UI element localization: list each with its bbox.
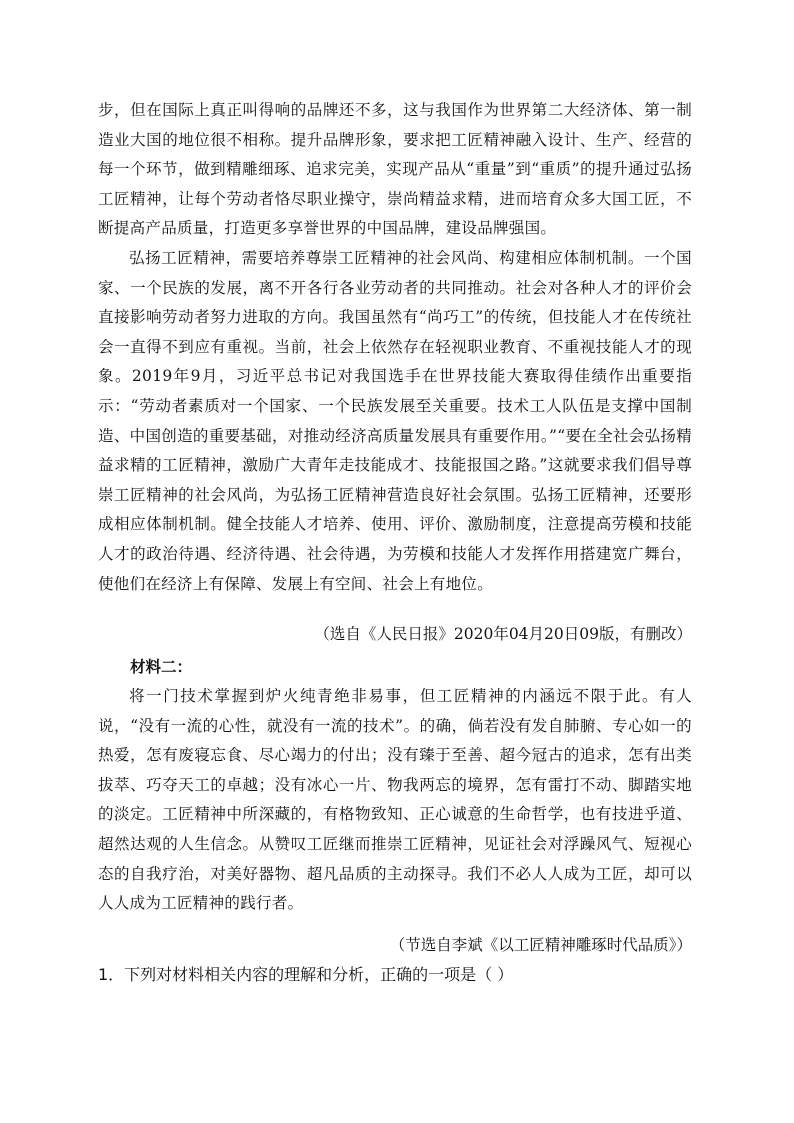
paragraph-social-culture: 弘扬工匠精神，需要培养尊崇工匠精神的社会风尚、构建相应体制机制。一个国家、一个民族的发展，离不开各行各业劳动者的共同推动。社会对各种人才的评价会直接影响劳动者努力进取的方向。我国虽然有“尚巧工”的传统，但技能人才在传统社会一直得不到应有重视。当前，社会上依然存在轻视职业教育、不重视技能人才的现象。2019年9月，习近平总书记对我国选手在世界技能大赛取得佳绩作出重要指示：“劳动者素质对一个国家、一个民族发展至关重要。技术工人队伍是支撑中国制造、中国创造的重要基础，对推动经济高质量发展具有重要作用。”“要在全社会弘扬精益求精的工匠精神，激励广大青年走技能成才、技能报国之路。”这就要求我们倡导尊崇工匠精神的社会风尚，为弘扬工匠精神营造良好社会氛围。弘扬工匠精神，还要形成相应体制机制。健全技能人才培养、使用、评价、激励制度，注意提高劳模和技能人才的政治待遇、经济待遇、社会待遇，为劳模和技能人才发挥作用搭建宽广舞台，使他们在经济上有保障、发展上有空间、社会上有地位。 bbox=[98, 249, 692, 593]
question-1-stem: 1．下列对材料相关内容的理解和分析，正确的一项是（ ） bbox=[98, 965, 514, 984]
source-citation-people-daily: （选自《人民日报》2020年04月20日09版，有删改） bbox=[314, 625, 692, 643]
source-citation-li-bin: （节选自李斌《以工匠精神雕琢时代品质》） bbox=[389, 936, 692, 954]
material-two-heading: 材料二： bbox=[130, 657, 193, 676]
paragraph-material-two: 将一门技术掌握到炉火纯青绝非易事，但工匠精神的内涵远不限于此。有人说，“没有一流的心性，就没有一流的技术”。的确，倘若没有发自肺腑、专心如一的热爱，怎有废寝忘食、尽心竭力的付出；没有臻于至善、超今冠古的追求，怎有出类拔萃、巧夺天工的卓越；没有冰心一片、物我两忘的境界，怎有雷打不动、脚踏实地的淡定。工匠精神中所深藏的，有格物致知、正心诚意的生命哲学，也有技进乎道、超然达观的人生信念。从赞叹工匠继而推崇工匠精神，见证社会对浮躁风气、短视心态的自我疗治，对美好器物、超凡品质的主动探寻。我们不必人人成为工匠，却可以人人成为工匠精神的践行者。 bbox=[98, 687, 692, 913]
paragraph-brand-building: 步，但在国际上真正叫得响的品牌还不多，这与我国作为世界第二大经济体、第一制造业大国的地位很不相称。提升品牌形象，要求把工匠精神融入设计、生产、经营的每一个环节，做到精雕细琢、追求完美，实现产品从“重量”到“重质”的提升通过弘扬工匠精神，让每个劳动者恪尽职业操守，崇尚精益求精，进而培育众多大国工匠，不断提高产品质量，打造更多享誉世界的中国品牌，建设品牌强国。 bbox=[98, 101, 692, 238]
